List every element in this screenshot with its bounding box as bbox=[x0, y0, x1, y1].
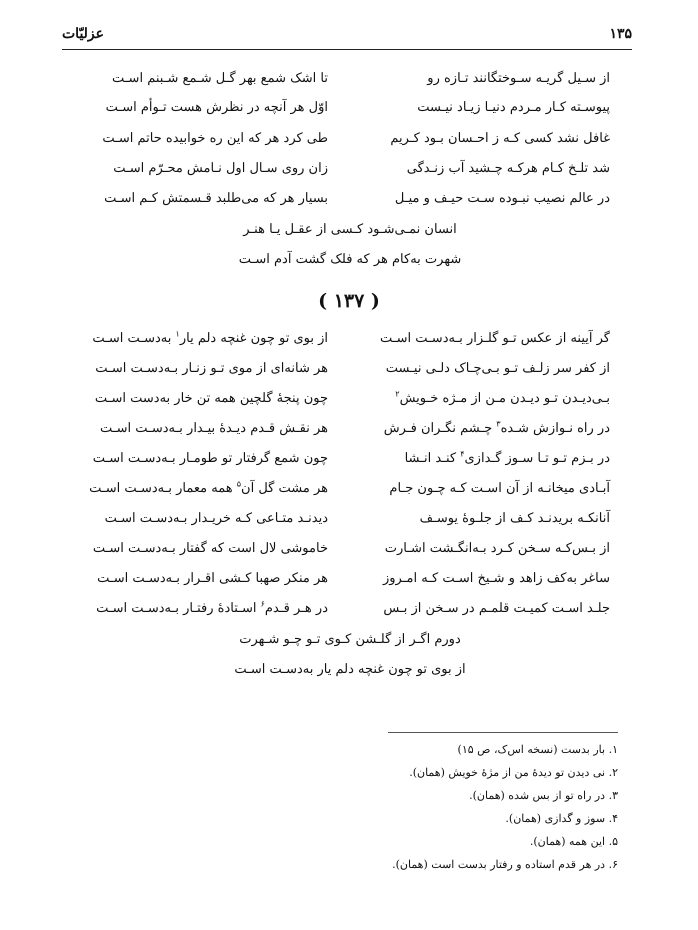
verse-line bbox=[88, 506, 610, 530]
first-hemistich: در بـزم تـو تـا سـوز گـدازی$^۴$ کنـد انـشا bbox=[404, 449, 610, 466]
verse-line bbox=[88, 126, 610, 150]
page-number: ۱۳۵ bbox=[609, 26, 632, 42]
verse-line bbox=[88, 386, 610, 410]
second-hemistich: طی کرد هر که این ره خوابیده حاتم اسـت bbox=[102, 130, 328, 146]
page-header bbox=[62, 20, 632, 48]
second-hemistich: چون شمع گرفتار تو طومـار بـه‌دسـت اسـت bbox=[92, 450, 328, 466]
second-hemistich: از بوی تو چون غنچه دلم یار$^۱$ به‌دسـت اسـت bbox=[92, 329, 328, 346]
closing-line: دورم اگـر از گلـشن کـوی تـو چـو شـهرت bbox=[239, 632, 461, 647]
second-hemistich: هر نقـش قـدم دیـدهٔ بیـدار بـه‌دسـت اسـت bbox=[100, 420, 328, 436]
footnote: ۴. سوز و گدازی (همان). bbox=[505, 812, 618, 825]
second-hemistich: اوّل هر آنچه در نظرش هست تـوأم اسـت bbox=[105, 99, 328, 115]
footnote: ۳. در راه تو از بس شده (همان). bbox=[469, 789, 618, 802]
second-hemistich: زان روی سـال اول نـامش محـرّم اسـت bbox=[113, 160, 328, 176]
closing-line: از بوی تو چون غنچه دلم یار به‌دسـت اسـت bbox=[234, 662, 466, 677]
second-hemistich: بسیار هر که می‌طلبد قـسمتش کـم اسـت bbox=[104, 190, 328, 206]
second-hemistich: هر مشت گل آن$^۵$ همه معمار بـه‌دسـت اسـت bbox=[89, 479, 328, 496]
first-hemistich: شد تلـخ کـام هرکـه چـشید آب زنـدگی bbox=[406, 160, 610, 176]
verse-line bbox=[88, 476, 610, 500]
footnote-marker: ۵ bbox=[236, 479, 242, 489]
footnote-marker: ۱ bbox=[175, 329, 180, 339]
closing-line: شهرت به‌کام هر که فلک گشت آدم اسـت bbox=[238, 252, 462, 267]
first-hemistich: غافل نشد کسی کـه ز احـسان بـود کـریم bbox=[390, 130, 610, 146]
second-hemistich: چون پنجهٔ گلچین همه تن خار به‌دست اسـت bbox=[94, 390, 328, 406]
first-hemistich: از بـس‌کـه سـخن کـرد بـه‌انگـشت اشـارت bbox=[384, 540, 610, 556]
second-hemistich: دیدنـد متـاعی کـه خریـدار بـه‌دسـت اسـت bbox=[104, 510, 328, 526]
running-title: عزلیّات bbox=[62, 26, 105, 42]
first-hemistich: ساغر به‌کف زاهد و شـیخ اسـت کـه امـروز bbox=[382, 570, 610, 586]
ghazal-number: ( ۱۳۷ ) bbox=[318, 290, 380, 312]
footnote: ۶. در هر قدم استاده و رفتار بدست است (همان). bbox=[392, 858, 618, 871]
closing-line: انسان نمـی‌شـود کـسی از عقـل یـا هنـر bbox=[243, 222, 457, 237]
first-hemistich: در عالم نصیب نبـوده سـت حیـف و میـل bbox=[394, 190, 610, 206]
verse-line bbox=[88, 536, 610, 560]
footnote-marker: ۳ bbox=[496, 419, 501, 429]
verse-line bbox=[88, 186, 610, 210]
first-hemistich: گر آیینه از عکس تـو گلـزار بـه‌دسـت اسـت bbox=[380, 330, 610, 346]
footnote: ۲. نی دیدن تو دیدهٔ من از مژهٔ خویش (همان). bbox=[409, 766, 618, 779]
footnote: ۱. بار بدست (نسخه اس‌ک، ص ۱۵) bbox=[457, 743, 618, 756]
verse-line bbox=[88, 566, 610, 590]
second-hemistich: خاموشی لال است که گفتار بـه‌دسـت اسـت bbox=[92, 540, 328, 556]
verse-line bbox=[88, 356, 610, 380]
verse-line bbox=[88, 326, 610, 350]
first-hemistich: در راه نـوازش شـده$^۳$ چـشم نگـران فـرش bbox=[383, 419, 610, 436]
second-hemistich: هر منکر صهبا کـشی اقـرار بـه‌دسـت اسـت bbox=[97, 570, 328, 586]
footnote-marker: ۶ bbox=[260, 599, 265, 609]
footnote-marker: ۴ bbox=[460, 449, 465, 459]
verse-line bbox=[88, 66, 610, 90]
second-hemistich: تا اشک شمع بهر گـل شـمع شـبنم اسـت bbox=[111, 70, 328, 86]
verse-line bbox=[88, 446, 610, 470]
verse-line bbox=[88, 596, 610, 620]
second-hemistich: در هـر قـدم$^۶$ اسـتادهٔ رفتـار بـه‌دسـت اسـت bbox=[96, 599, 328, 616]
footnote-rule bbox=[388, 732, 618, 733]
first-hemistich: آنانکـه بریدنـد کـف از جلـوهٔ یوسـف bbox=[419, 510, 610, 526]
first-hemistich: پیوسـته کـار مـردم دنیـا زیـاد نیـست bbox=[417, 99, 610, 115]
first-hemistich: بـی‌دیـدن تـو دیـدن مـن از مـژه خـویش$^۲$ bbox=[395, 389, 610, 406]
verse-line bbox=[88, 416, 610, 440]
first-hemistich: جلـد اسـت کمیـت قلمـم در سـخن از بـس bbox=[383, 600, 610, 616]
verse-line bbox=[88, 95, 610, 119]
verse-line bbox=[88, 156, 610, 180]
footnote-marker: ۲ bbox=[395, 389, 400, 399]
header-rule bbox=[62, 49, 632, 50]
footnote: ۵. این همه (همان). bbox=[529, 835, 618, 848]
first-hemistich: از سـیل گریـه سـوختگانند تـازه رو bbox=[427, 70, 610, 86]
second-hemistich: هر شانه‌ای از موی تـو زنـار بـه‌دسـت اسـت bbox=[95, 360, 328, 376]
first-hemistich: آبـادی میخانـه از آن اسـت کـه چـون جـام bbox=[389, 480, 610, 496]
first-hemistich: از کفر سر زلـف تـو بـی‌چـاک دلـی نیـست bbox=[385, 360, 610, 376]
